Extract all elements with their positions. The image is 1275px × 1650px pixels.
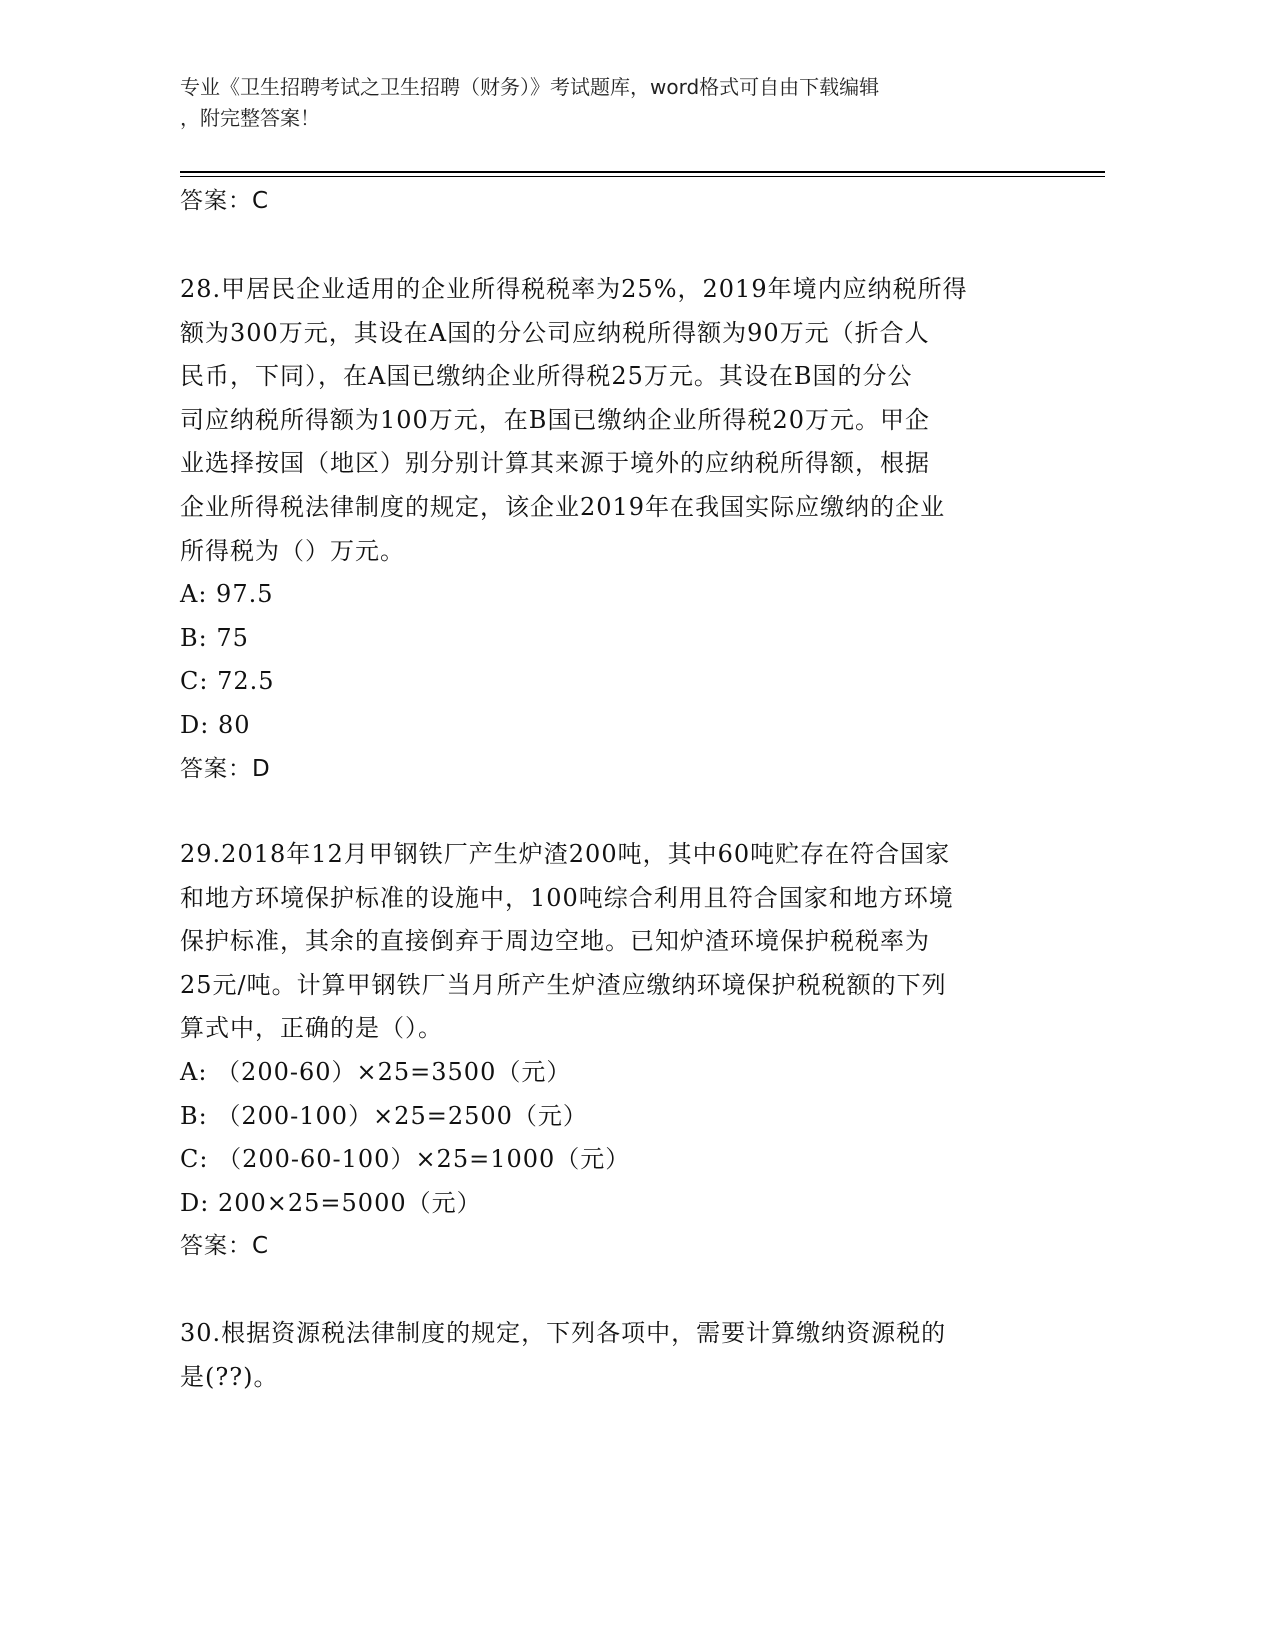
question-line: 28.甲居民企业适用的企业所得税税率为25%，2019年境内应纳税所得 bbox=[180, 275, 968, 303]
header-divider bbox=[180, 171, 1105, 173]
question-line: 所得税为（）万元。 bbox=[180, 536, 405, 565]
answer-text: 答案：D bbox=[180, 755, 271, 782]
question-line: 算式中，正确的是（）。 bbox=[180, 1014, 443, 1043]
document-header bbox=[180, 72, 1080, 134]
question-29 bbox=[180, 833, 1060, 1269]
question-line: 29.2018年12月甲钢铁厂产生炉渣200吨，其中60吨贮存在符合国家 bbox=[180, 840, 951, 868]
option-d: D: 80 bbox=[180, 710, 251, 739]
question-line: 民币，下同），在A国已缴纳企业所得税25万元。其设在B国的分公 bbox=[180, 362, 913, 391]
answer-text: 答案：C bbox=[180, 1233, 270, 1260]
option-d: D: 200×25=5000（元） bbox=[180, 1188, 482, 1217]
question-line: 30.根据资源税法律制度的规定，下列各项中，需要计算缴纳资源税的 bbox=[180, 1319, 947, 1347]
question-line: 25元/吨。计算甲钢铁厂当月所产生炉渣应缴纳环境保护税税额的下列 bbox=[180, 970, 947, 999]
header-divider-thin bbox=[180, 176, 1105, 177]
question-line: 企业所得税法律制度的规定，该企业2019年在我国实际应缴纳的企业 bbox=[180, 492, 946, 521]
option-c: C: （200-60-100）×25=1000（元） bbox=[180, 1145, 631, 1174]
question-line: 司应纳税所得额为100万元，在B国已缴纳企业所得税20万元。甲企 bbox=[180, 405, 930, 434]
question-line: 额为300万元，其设在A国的分公司应纳税所得额为90万元（折合人 bbox=[180, 318, 930, 347]
question-line: 业选择按国（地区）别分别计算其来源于境外的应纳税所得额，根据 bbox=[180, 449, 930, 478]
question-line: 保护标准，其余的直接倒弃于周边空地。已知炉渣环境保护税税率为 bbox=[180, 927, 930, 956]
option-b: B: （200-100）×25=2500（元） bbox=[180, 1101, 588, 1130]
question-30 bbox=[180, 1312, 1060, 1399]
header-line: 专业《卫生招聘考试之卫生招聘（财务）》考试题库，word格式可自由下载编辑 bbox=[180, 75, 880, 99]
option-c: C: 72.5 bbox=[180, 667, 275, 696]
option-b: B: 75 bbox=[180, 623, 249, 652]
question-line: 是(??)。 bbox=[180, 1362, 279, 1391]
question-line: 和地方环境保护标准的设施中，100吨综合利用且符合国家和地方环境 bbox=[180, 883, 954, 912]
option-a: A: （200-60）×25=3500（元） bbox=[180, 1057, 572, 1086]
header-line: ，附完整答案！ bbox=[180, 106, 320, 130]
answer-text: 答案：C bbox=[180, 188, 270, 214]
question-28 bbox=[180, 268, 1060, 791]
previous-answer-block bbox=[180, 180, 1060, 224]
option-a: A: 97.5 bbox=[180, 580, 274, 609]
